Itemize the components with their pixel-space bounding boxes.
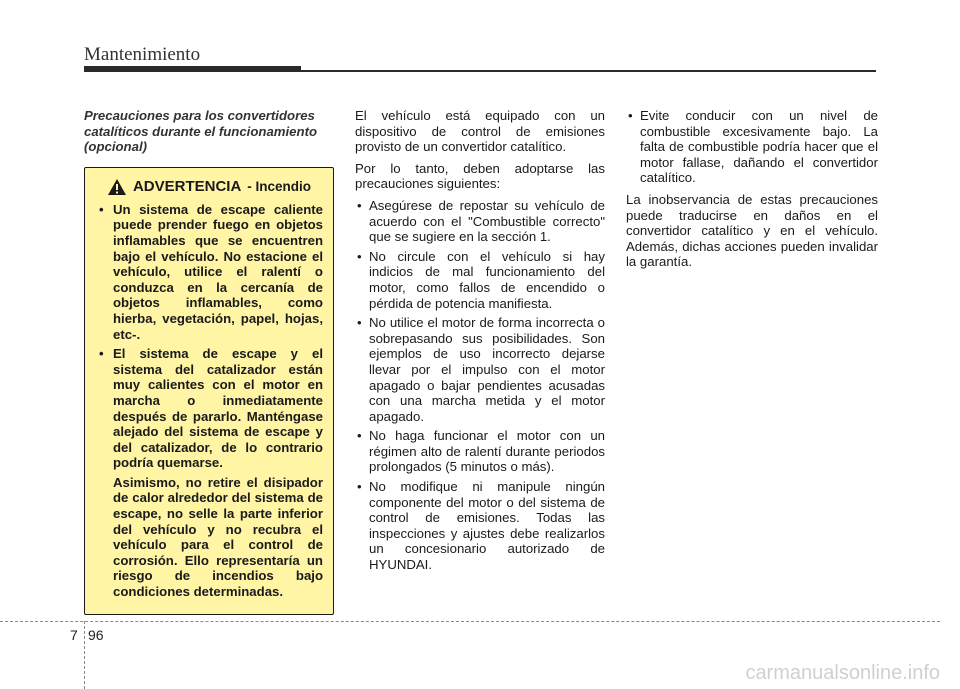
- warning-list: [95, 202, 323, 600]
- header-rule-thin: [301, 70, 876, 72]
- list-item: • Evite conducir con un nivel de combustible excesivamente bajo. La falta de combustible podría hacer que el motor fallase, dañando el convertidor catalítico.: [626, 108, 878, 186]
- header-rule-thick: [84, 66, 301, 72]
- warning-item: • Un sistema de escape caliente puede prender fuego en objetos inflamables que se encuentren bajo el vehículo. No estacione el vehículo, utilice el ralentí o conduzca en la cercanía de objetos inflamables, como hierba, vegetación, papel, hojas, etc-.: [95, 202, 323, 342]
- precautions-list-continued: [626, 108, 878, 186]
- warning-label: ADVERTENCIA: [132, 177, 242, 195]
- body-paragraph: El vehículo está equipado con un dispositivo de control de emisiones provisto de un convertidor catalítico.: [355, 108, 605, 155]
- section-title: Precauciones para los convertidores catalíticos durante el funcionamiento (opcional): [84, 108, 318, 155]
- chapter-number: 7: [70, 627, 78, 643]
- warning-item: • El sistema de escape y el sistema del catalizador están muy calientes con el motor en marcha o inmediatamente después de pararlo. Manténgase alejado del sistema de escape y del catalizador, de lo contrario podría quemarse.: [95, 346, 323, 471]
- warning-header: [95, 178, 323, 196]
- closing-paragraph: La inobservancia de estas precauciones puede traducirse en daños en el convertidor catalítico y en el vehículo. Además, dichas acciones pueden invalidar la garantía.: [626, 191, 878, 270]
- watermark-text: carmanualsonline.info: [745, 662, 940, 684]
- header-title: Mantenimiento: [84, 44, 201, 65]
- page-number: 96: [88, 627, 104, 643]
- precautions-list: [355, 198, 605, 573]
- body-paragraph: Por lo tanto, deben adoptarse las precauciones siguientes:: [355, 160, 605, 192]
- list-item: • Asegúrese de repostar su vehículo de acuerdo con el "Combustible correcto" que se sugiere en la sección 1.: [355, 198, 605, 245]
- list-item: • No haga funcionar el motor con un régimen alto de ralentí durante periodos prolongados (5 minutos o más).: [355, 428, 605, 475]
- warning-box: [84, 167, 334, 615]
- list-item: • No modifique ni manipule ningún componente del motor o del sistema de control de emisiones. Todas las inspecciones y ajustes debe realizarlos un concesionario autorizado de HYUNDAI.: [355, 479, 605, 573]
- warning-sublabel: - Incendio: [247, 178, 312, 194]
- list-item: • No circule con el vehículo si hay indicios de mal funcionamiento del motor, como fallos de encendido o pérdida de potencia manifiesta.: [355, 249, 605, 311]
- list-item: • No utilice el motor de forma incorrecta o sobrepasando sus posibilidades. Son ejemplos de uso incorrecto dejarse llevar por el impulso con el motor apagado o bajar pendientes acusadas con una marcha metida y el motor apagado.: [355, 315, 605, 424]
- column-right: [626, 108, 878, 276]
- footer-divider: [84, 621, 85, 689]
- warning-continuation: Asimismo, no retire el disipador de calor alrededor del sistema de escape, no selle la parte inferior del vehículo y no recubra el vehículo para el control de corrosión. Ello representaría un riesgo de incendios bajo condiciones determinadas.: [113, 474, 323, 600]
- column-left: [84, 108, 334, 615]
- column-middle: [355, 108, 605, 579]
- warning-triangle-icon: [107, 178, 127, 196]
- footer-rule: [0, 621, 940, 622]
